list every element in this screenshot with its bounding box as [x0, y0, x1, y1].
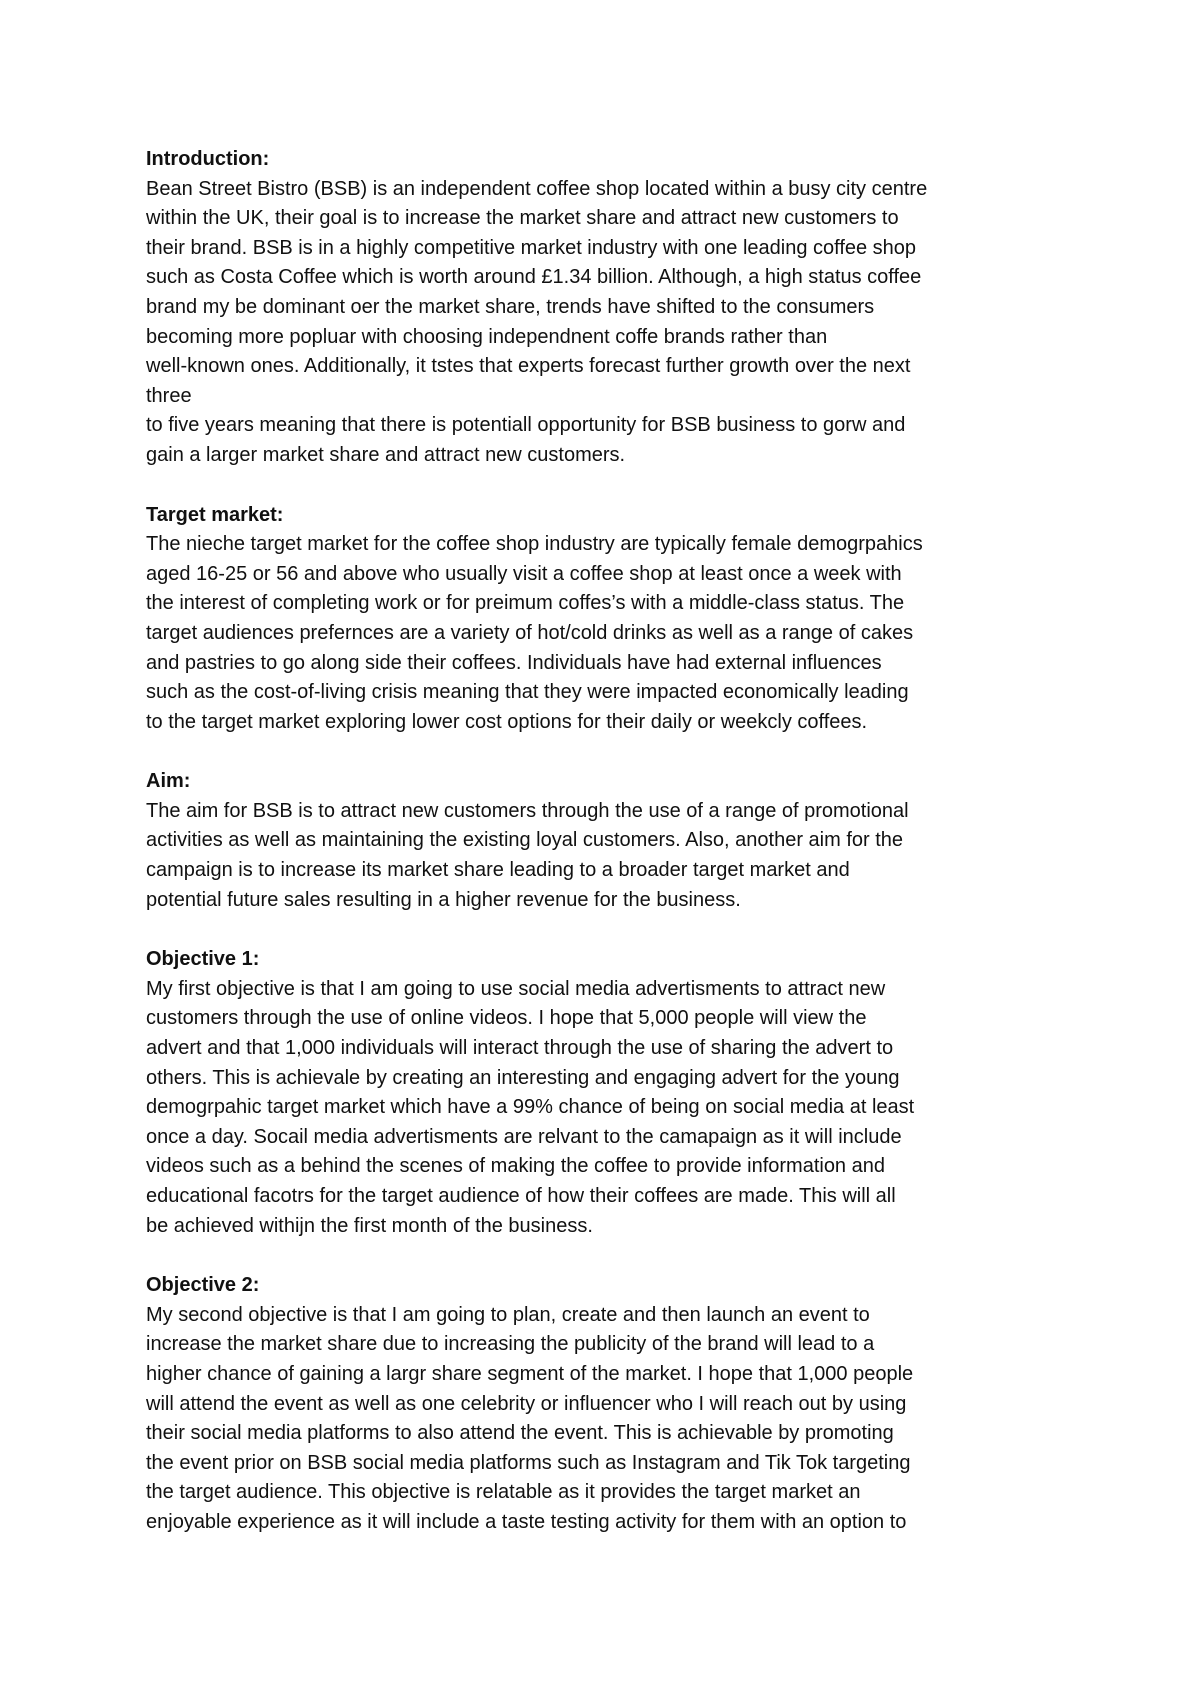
- text-line: three: [146, 384, 192, 407]
- section-body: [146, 175, 1076, 471]
- section-body: [146, 797, 1076, 915]
- text-line: increase the market share due to increasing the publicity of the brand will lead to a: [146, 1333, 875, 1356]
- text-line: to the target market exploring lower cost options for their daily or weekcly coffees.: [146, 710, 868, 733]
- text-line: educational facotrs for the target audience of how their coffees are made. This will all: [146, 1185, 896, 1207]
- text-line: videos such as a behind the scenes of making the coffee to provide information and: [146, 1155, 885, 1178]
- text-line: well‑known ones. Additionally, it tstes that experts forecast further growth over the next: [146, 355, 911, 378]
- section-heading: Objective 1:: [146, 948, 260, 971]
- text-line: becoming more popluar with choosing independnent coffe brands rather than: [146, 325, 828, 348]
- text-line: such as Costa Coffee which is worth around £1.34 billion. Although, a high status coffee: [146, 266, 922, 289]
- text-line: such as the cost-of-living crisis meaning that they were impacted economically leading: [146, 681, 909, 704]
- section-body: [146, 975, 1076, 1241]
- text-line: their brand. BSB is in a highly competitive market industry with one leading coffee shop: [146, 236, 917, 259]
- text-line: will attend the event as well as one celebrity or influencer who I will reach out by using: [146, 1392, 907, 1415]
- section-heading: Aim:: [146, 770, 191, 793]
- section-body: [146, 530, 1076, 737]
- text-line: be achieved withijn the first month of the business.: [146, 1214, 593, 1237]
- text-line: the interest of completing work or for preimum coffes’s with a middle-class status. The: [146, 592, 905, 615]
- text-line: demogrpahic target market which have a 99% chance of being on social media at least: [146, 1096, 915, 1119]
- text-line: the event prior on BSB social media platforms such as Instagram and Tik Tok targeting: [146, 1451, 911, 1474]
- text-line: activities as well as maintaining the existing loyal customers. Also, another aim for the: [146, 829, 904, 852]
- text-line: others. This is achievale by creating an interesting and engaging advert for the young: [146, 1066, 900, 1089]
- text-line: their social media platforms to also attend the event. This is achievable by promoting: [146, 1422, 894, 1445]
- section-body: [146, 1301, 1076, 1538]
- text-line: enjoyable experience as it will include a taste testing activity for them with an option to: [146, 1510, 907, 1533]
- text-line: target audiences prefernces are a variety of hot/cold drinks as well as a range of cakes: [146, 621, 914, 644]
- section-objective-1: [146, 945, 1076, 1241]
- text-line: advert and that 1,000 individuals will interact through the use of sharing the advert to: [146, 1037, 894, 1060]
- text-line: the target audience. This objective is relatable as it provides the target market an: [146, 1481, 861, 1504]
- section-heading: Introduction:: [146, 148, 270, 170]
- text-line: aged 16-25 or 56 and above who usually visit a coffee shop at least once a week with: [146, 562, 902, 585]
- text-line: higher chance of gaining a largr share segment of the market. I hope that 1,000 people: [146, 1362, 914, 1385]
- text-line: customers through the use of online videos. I hope that 5,000 people will view the: [146, 1007, 867, 1030]
- text-line: Bean Street Bistro (BSB) is an independent coffee shop located within a busy city centre: [146, 177, 928, 200]
- text-line: potential future sales resulting in a higher revenue for the business.: [146, 888, 741, 911]
- text-line: once a day. Socail media advertisments are relvant to the camapaign as it will include: [146, 1125, 902, 1148]
- text-line: gain a larger market share and attract new customers.: [146, 443, 626, 466]
- text-line: My first objective is that I am going to use social media advertisments to attract new: [146, 977, 886, 1000]
- text-line: brand my be dominant oer the market share, trends have shifted to the consumers: [146, 295, 875, 318]
- text-line: The nieche target market for the coffee shop industry are typically female demogrpahics: [146, 533, 923, 556]
- text-line: within the UK, their goal is to increase the market share and attract new customers to: [146, 207, 899, 230]
- text-line: to five years meaning that there is potentiall opportunity for BSB business to gorw and: [146, 414, 906, 437]
- text-line: The aim for BSB is to attract new customers through the use of a range of promotional: [146, 799, 909, 822]
- section-aim: [146, 767, 1076, 915]
- text-line: campaign is to increase its market share leading to a broader target market and: [146, 859, 850, 882]
- section-introduction: [146, 145, 1076, 471]
- text-line: My second objective is that I am going to plan, create and then launch an event to: [146, 1303, 870, 1326]
- document-page: [146, 145, 1076, 1568]
- section-heading: Objective 2:: [146, 1274, 260, 1297]
- section-target-market: [146, 501, 1076, 738]
- text-line: and pastries to go along side their coffees. Individuals have had external influences: [146, 651, 882, 674]
- section-objective-2: [146, 1271, 1076, 1537]
- section-heading: Target market:: [146, 503, 284, 526]
